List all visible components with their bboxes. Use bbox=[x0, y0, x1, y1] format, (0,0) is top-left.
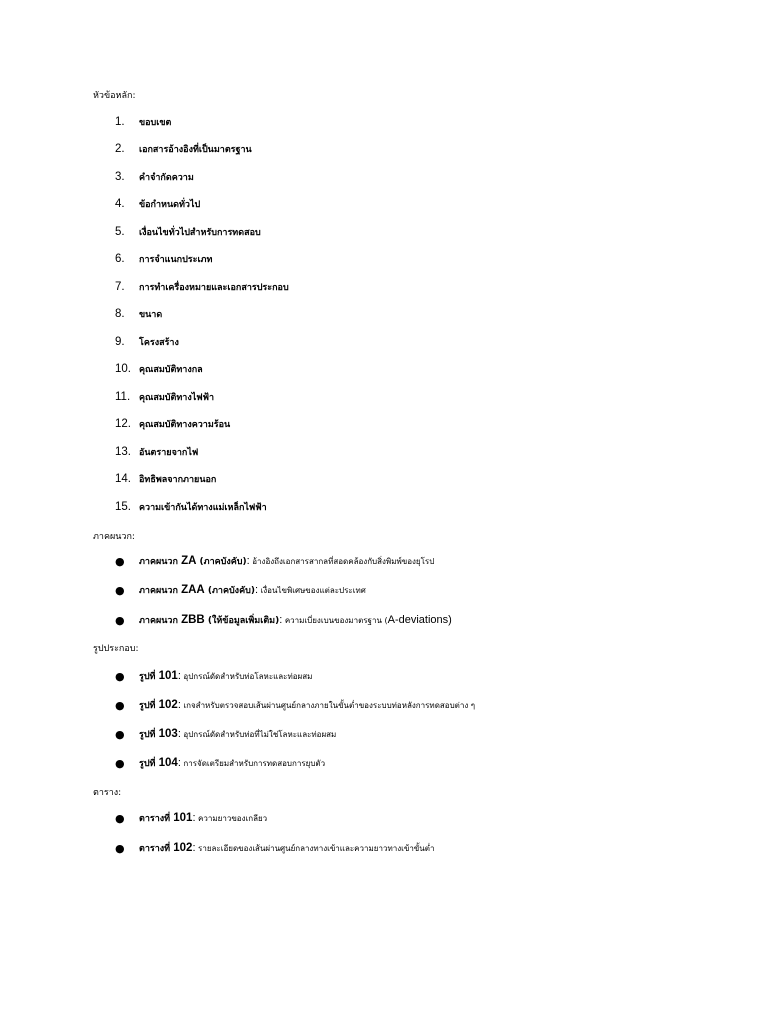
section-item bbox=[115, 224, 261, 240]
section-number: 11. bbox=[115, 391, 131, 403]
table-item: ● ตารางที่ 101 : ความยาวของเกลียว bbox=[115, 811, 268, 825]
table-number: 101 bbox=[173, 812, 193, 824]
table-description: รายละเอียดของเส้นผ่านศูนย์กลางทางเข้าและความยาวทางเข้าขั้นต่ำ bbox=[195, 843, 435, 853]
annex-code: ZA bbox=[181, 555, 197, 567]
section-item bbox=[115, 251, 212, 267]
section-title: ขนาด bbox=[139, 310, 163, 320]
figure-description: การจัดเตรียมสำหรับการทดสอบการยุบตัว bbox=[180, 758, 326, 768]
figure-label: รูปที่ 104 bbox=[139, 757, 178, 769]
figure-item: ● รูปที่ 102 : เกจสำหรับตรวจสอบเส้นผ่านศูนย์กลางภายในขั้นต่ำของระบบท่อหลังการทดสอบต่าง ๆ bbox=[115, 698, 476, 712]
section-number: 7. bbox=[115, 281, 125, 293]
section-title: คุณสมบัติทางไฟฟ้า bbox=[139, 393, 215, 403]
section-title: คำจำกัดความ bbox=[139, 173, 194, 183]
annex-code: ZBB bbox=[181, 614, 205, 626]
section-item bbox=[115, 416, 230, 432]
table-number: 102 bbox=[173, 842, 193, 854]
bullet-icon: ● bbox=[115, 727, 125, 741]
section-title: คุณสมบัติทางความร้อน bbox=[139, 420, 231, 430]
figure-label: รูปที่ 103 bbox=[139, 728, 178, 740]
figure-number: 102 bbox=[158, 699, 178, 711]
table-description: ความยาวของเกลียว bbox=[195, 813, 268, 823]
annex-label: ภาคผนวก ZBB (ให้ข้อมูลเพิ่มเติม) bbox=[139, 614, 280, 626]
annex-description: อ้างอิงถึงเอกสารสากลที่สอดคล้องกับสิ่งพิมพ์ของยุโรป bbox=[249, 556, 435, 566]
bullet-icon: ● bbox=[115, 554, 125, 568]
figure-item: ● รูปที่ 101 : อุปกรณ์ดัดสำหรับท่อโลหะและท่อผสม bbox=[115, 669, 313, 683]
annex-item: ● ภาคผนวก ZBB (ให้ข้อมูลเพิ่มเติม) : ความเบี่ยงเบนของมาตรฐาน (A-deviations) bbox=[115, 613, 452, 627]
section-number: 10. bbox=[115, 363, 131, 375]
table-label: ตารางที่ 102 bbox=[139, 842, 193, 854]
section-item bbox=[115, 471, 216, 487]
annex-heading: ภาคผนวก: bbox=[93, 532, 135, 542]
section-number: 9. bbox=[115, 336, 125, 348]
table-item: ● ตารางที่ 102 : รายละเอียดของเส้นผ่านศูนย์กลางทางเข้าและความยาวทางเข้าขั้นต่ำ bbox=[115, 841, 435, 855]
section-title: ข้อกำหนดทั่วไป bbox=[139, 200, 201, 210]
section-item bbox=[115, 141, 252, 157]
main-topics-heading: หัวข้อหลัก: bbox=[93, 91, 136, 101]
annex-description: เงื่อนไขพิเศษของแต่ละประเทศ bbox=[258, 585, 366, 595]
bullet-icon: ● bbox=[115, 756, 125, 770]
figure-description: อุปกรณ์ดัดสำหรับท่อที่ไม่ใช่โลหะและท่อผสม bbox=[180, 729, 337, 739]
section-item bbox=[115, 196, 200, 212]
bullet-icon: ● bbox=[115, 811, 125, 825]
section-number: 13. bbox=[115, 446, 131, 458]
figure-description: อุปกรณ์ดัดสำหรับท่อโลหะและท่อผสม bbox=[180, 671, 313, 681]
section-number: 3. bbox=[115, 171, 125, 183]
figure-item: ● รูปที่ 104 : การจัดเตรียมสำหรับการทดสอบการยุบตัว bbox=[115, 756, 326, 770]
bullet-icon: ● bbox=[115, 698, 125, 712]
table-label: ตารางที่ 101 bbox=[139, 812, 193, 824]
section-number: 5. bbox=[115, 226, 125, 238]
section-title: ขอบเขต bbox=[139, 118, 172, 128]
figure-label: รูปที่ 101 bbox=[139, 670, 178, 682]
figure-number: 104 bbox=[158, 757, 178, 769]
figure-item: ● รูปที่ 103 : อุปกรณ์ดัดสำหรับท่อที่ไม่ใช่โลหะและท่อผสม bbox=[115, 727, 337, 741]
annex-item: ● ภาคผนวก ZA (ภาคบังคับ) : อ้างอิงถึงเอกสารสากลที่สอดคล้องกับสิ่งพิมพ์ของยุโรป bbox=[115, 554, 435, 568]
section-item bbox=[115, 499, 267, 515]
figure-number: 101 bbox=[158, 670, 178, 682]
section-number: 2. bbox=[115, 143, 125, 155]
section-item bbox=[115, 444, 198, 460]
section-item bbox=[115, 361, 203, 377]
annex-code: ZAA bbox=[181, 584, 205, 596]
section-title: ความเข้ากันได้ทางแม่เหล็กไฟฟ้า bbox=[139, 503, 267, 513]
section-title: เอกสารอ้างอิงที่เป็นมาตรฐาน bbox=[139, 145, 252, 155]
figures-heading: รูปประกอบ: bbox=[93, 644, 139, 654]
section-title: คุณสมบัติทางกล bbox=[139, 365, 203, 375]
bullet-icon: ● bbox=[115, 583, 125, 597]
figure-label: รูปที่ 102 bbox=[139, 699, 178, 711]
section-title: โครงสร้าง bbox=[139, 338, 179, 348]
section-number: 1. bbox=[115, 116, 125, 128]
tables-heading: ตาราง: bbox=[93, 788, 122, 798]
annex-description: ความเบี่ยงเบนของมาตรฐาน ( bbox=[282, 615, 388, 625]
section-title: เงื่อนไขทั่วไปสำหรับการทดสอบ bbox=[139, 228, 261, 238]
annex-item: ● ภาคผนวก ZAA (ภาคบังคับ) : เงื่อนไขพิเศษของแต่ละประเทศ bbox=[115, 583, 366, 597]
bullet-icon: ● bbox=[115, 841, 125, 855]
annex-label: ภาคผนวก ZAA (ภาคบังคับ) bbox=[139, 584, 255, 596]
section-item bbox=[115, 306, 162, 322]
figure-number: 103 bbox=[158, 728, 178, 740]
section-number: 4. bbox=[115, 198, 125, 210]
section-item bbox=[115, 279, 289, 295]
section-number: 8. bbox=[115, 308, 125, 320]
section-number: 6. bbox=[115, 253, 125, 265]
section-number: 14. bbox=[115, 473, 131, 485]
section-title: การจำแนกประเภท bbox=[139, 255, 213, 265]
section-title: อิทธิพลจากภายนอก bbox=[139, 475, 217, 485]
section-item bbox=[115, 169, 194, 185]
section-item bbox=[115, 389, 214, 405]
section-item bbox=[115, 114, 171, 130]
figure-description: เกจสำหรับตรวจสอบเส้นผ่านศูนย์กลางภายในขั้นต่ำของระบบท่อหลังการทดสอบต่าง ๆ bbox=[180, 700, 476, 710]
bullet-icon: ● bbox=[115, 669, 125, 683]
section-title: อันตรายจากไฟ bbox=[139, 448, 199, 458]
bullet-icon: ● bbox=[115, 613, 125, 627]
section-number: 15. bbox=[115, 501, 131, 513]
section-item bbox=[115, 334, 179, 350]
annex-label: ภาคผนวก ZA (ภาคบังคับ) bbox=[139, 555, 247, 567]
section-number: 12. bbox=[115, 418, 131, 430]
section-title: การทำเครื่องหมายและเอกสารประกอบ bbox=[139, 283, 289, 293]
